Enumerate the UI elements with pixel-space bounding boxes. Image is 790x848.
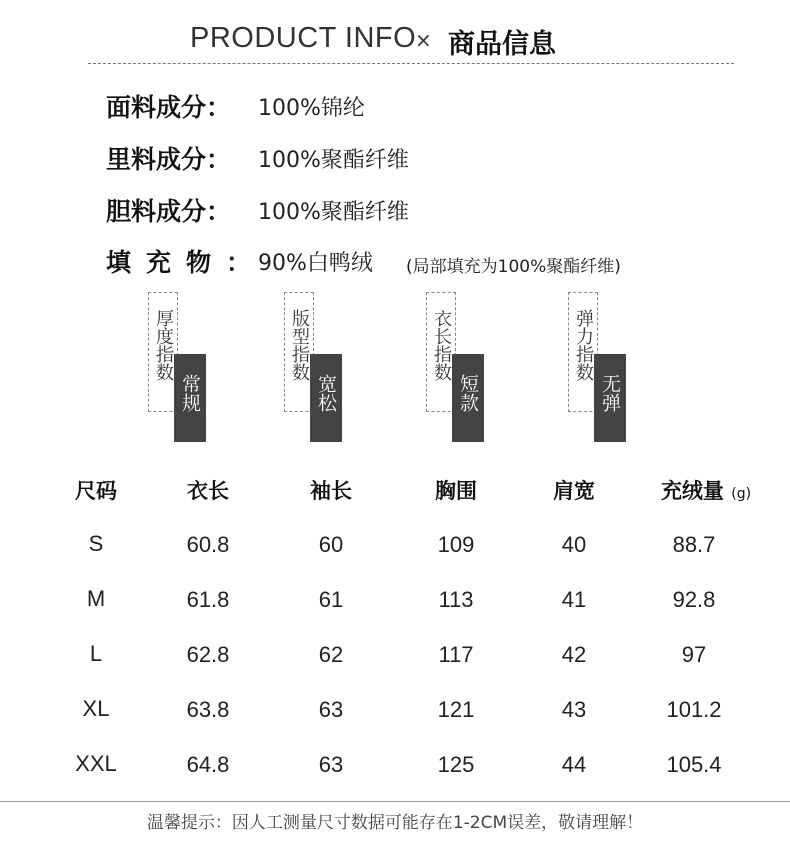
table-cell-fill: 88.7: [672, 532, 716, 557]
index-thickness: [148, 290, 218, 450]
title-cn: 商品信息: [448, 29, 556, 60]
info-value: 100%锦纶: [258, 96, 365, 121]
index-value: 短款: [452, 354, 484, 442]
table-cell-fill: 101.2: [666, 697, 722, 722]
table-cell-size: L: [89, 641, 103, 666]
title-separator: ×: [415, 28, 432, 52]
col-header-shoulder: 肩宽: [553, 479, 595, 503]
table-cell-shoulder: 40: [561, 532, 587, 557]
table-cell-size: XXL: [75, 751, 117, 776]
table-cell-length: 63.8: [186, 697, 230, 722]
page-header: [0, 20, 790, 60]
table-cell-sleeve: 61: [318, 587, 344, 612]
table-cell-size: S: [88, 531, 104, 556]
index-value: 常规: [174, 354, 206, 442]
table-cell-chest: 121: [437, 697, 475, 722]
fill-header-label: 充绒量: [660, 479, 724, 503]
table-cell-shoulder: 43: [561, 697, 587, 722]
info-label: 填充物：: [106, 248, 267, 277]
info-value: 90%白鸭绒: [258, 251, 373, 276]
table-cell-length: 60.8: [186, 532, 230, 557]
index-length: [426, 290, 496, 450]
index-name: 弹力指数: [568, 292, 598, 412]
col-header-sleeve: 袖长: [310, 479, 352, 503]
table-cell-chest: 113: [438, 587, 474, 612]
info-value: 100%聚酯纤维: [258, 148, 409, 173]
table-cell-size: M: [86, 586, 106, 611]
col-header-fill: [661, 475, 751, 505]
table-cell-shoulder: 44: [561, 752, 587, 777]
index-name: 厚度指数: [148, 292, 178, 412]
table-cell-sleeve: 63: [318, 697, 344, 722]
table-cell-length: 64.8: [186, 752, 230, 777]
table-cell-shoulder: 41: [561, 587, 587, 612]
table-cell-sleeve: 62: [318, 642, 344, 667]
index-name: 版型指数: [284, 292, 314, 412]
table-cell-fill: 92.8: [672, 587, 716, 612]
table-cell-length: 61.8: [186, 587, 230, 612]
table-cell-chest: 109: [437, 532, 475, 557]
table-cell-sleeve: 63: [318, 752, 344, 777]
footer-note: 温馨提示：因人工测量尺寸数据可能存在1-2CM误差，敬请理解！: [146, 813, 644, 833]
info-value: 100%聚酯纤维: [258, 200, 409, 225]
footer-divider: [0, 801, 790, 802]
col-header-length: 衣长: [187, 479, 229, 503]
index-fit: [284, 290, 354, 450]
table-cell-length: 62.8: [186, 642, 230, 667]
table-cell-chest: 125: [437, 752, 475, 777]
index-value: 无弹: [594, 354, 626, 442]
header-divider: [88, 63, 734, 64]
fill-unit: (g): [731, 486, 752, 502]
table-cell-sleeve: 60: [318, 532, 344, 557]
index-elasticity: [568, 290, 638, 450]
index-value: 宽松: [310, 354, 342, 442]
table-cell-fill: 97: [681, 642, 707, 667]
col-header-chest: 胸围: [435, 479, 477, 503]
table-cell-size: XL: [82, 696, 110, 721]
table-cell-chest: 117: [438, 642, 474, 667]
col-header-size: 尺码: [75, 479, 117, 503]
info-note: (局部填充为100%聚酯纤维): [406, 257, 621, 277]
info-label: 里料成分：: [106, 145, 232, 174]
info-label: 胆料成分：: [106, 197, 232, 226]
table-cell-fill: 105.4: [666, 752, 722, 777]
title-en: PRODUCT INFO: [190, 22, 417, 54]
index-name: 衣长指数: [426, 292, 456, 412]
info-label: 面料成分：: [106, 93, 232, 122]
table-cell-shoulder: 42: [561, 642, 587, 667]
